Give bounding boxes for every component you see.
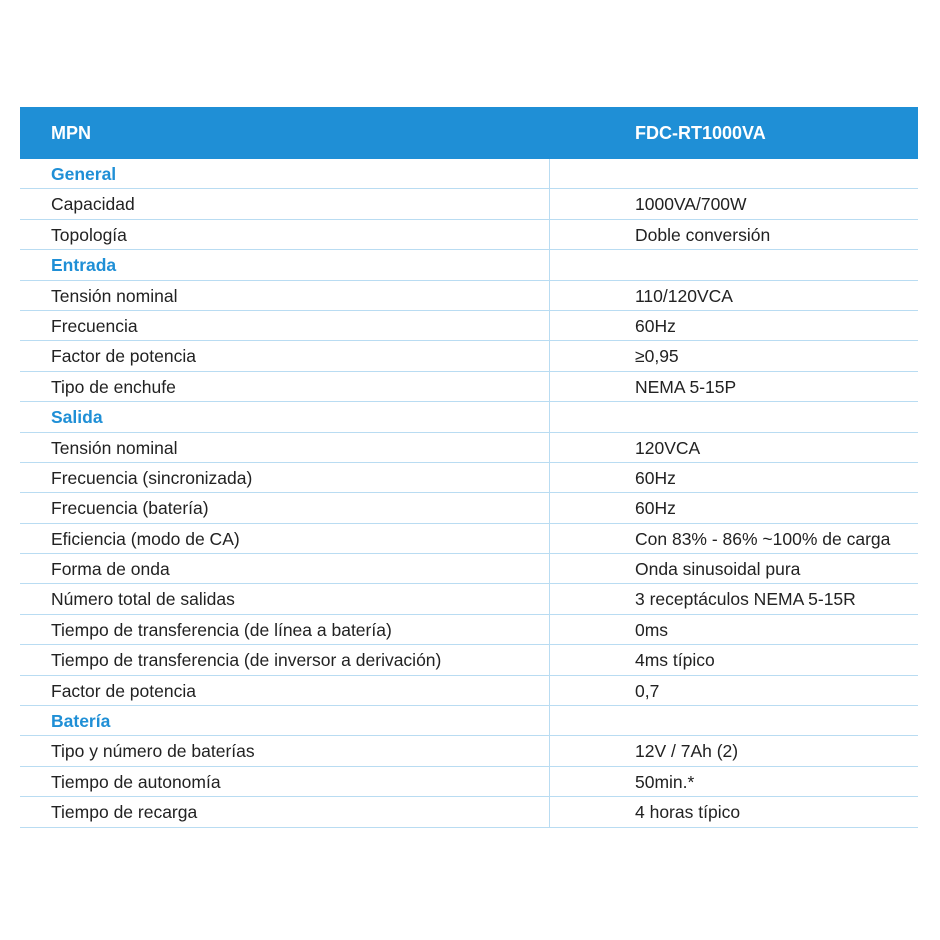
spec-value: 60Hz bbox=[635, 498, 676, 519]
header-model-number: FDC-RT1000VA bbox=[635, 123, 766, 143]
spec-label: Tiempo de transferencia (de línea a batería) bbox=[51, 619, 392, 640]
table-row bbox=[20, 736, 918, 766]
table-row bbox=[20, 524, 918, 554]
spec-label: Frecuencia bbox=[51, 315, 138, 336]
spec-label: Tiempo de recarga bbox=[51, 802, 198, 823]
spec-label: Tipo y número de baterías bbox=[51, 741, 255, 762]
spec-label: Factor de potencia bbox=[51, 346, 196, 367]
spec-value: 0ms bbox=[635, 619, 669, 640]
spec-value: 0,7 bbox=[635, 680, 660, 701]
table-header bbox=[20, 107, 918, 159]
spec-label: Frecuencia (sincronizada) bbox=[51, 467, 253, 488]
header-mpn-label: MPN bbox=[51, 123, 91, 143]
spec-value: 3 receptáculos NEMA 5-15R bbox=[635, 589, 856, 610]
spec-label: Tensión nominal bbox=[51, 285, 178, 306]
spec-value: 60Hz bbox=[635, 467, 676, 488]
section-header-row bbox=[20, 250, 918, 280]
table-row bbox=[20, 220, 918, 250]
table-row bbox=[20, 615, 918, 645]
spec-label: Capacidad bbox=[51, 194, 135, 215]
section-title: Batería bbox=[51, 711, 111, 732]
spec-value: 110/120VCA bbox=[635, 285, 733, 306]
spec-value: 12V / 7Ah (2) bbox=[635, 741, 739, 762]
spec-value: ≥0,95 bbox=[635, 346, 679, 367]
table-row bbox=[20, 584, 918, 614]
table-row bbox=[20, 372, 918, 402]
spec-label: Tensión nominal bbox=[51, 437, 178, 458]
spec-value: 120VCA bbox=[635, 437, 701, 458]
section-title: General bbox=[51, 164, 117, 184]
spec-label: Tipo de enchufe bbox=[51, 376, 176, 397]
table-row bbox=[20, 311, 918, 341]
spec-value: 1000VA/700W bbox=[635, 194, 747, 215]
spec-label: Frecuencia (batería) bbox=[51, 498, 209, 519]
section-title: Entrada bbox=[51, 255, 117, 276]
table-row bbox=[20, 463, 918, 493]
spec-label: Factor de potencia bbox=[51, 680, 196, 701]
spec-label: Número total de salidas bbox=[51, 589, 235, 610]
spec-label: Forma de onda bbox=[51, 559, 170, 580]
section-header-row bbox=[20, 402, 918, 432]
table-body bbox=[20, 159, 918, 828]
table-row bbox=[20, 645, 918, 675]
table-row bbox=[20, 676, 918, 706]
table-row bbox=[20, 281, 918, 311]
spec-label: Eficiencia (modo de CA) bbox=[51, 528, 240, 549]
spec-value: Con 83% - 86% ~100% de carga bbox=[635, 528, 891, 549]
section-header-row bbox=[20, 706, 918, 736]
table-row bbox=[20, 554, 918, 584]
spec-table bbox=[20, 107, 918, 828]
spec-label: Topología bbox=[51, 224, 127, 245]
spec-value: 4 horas típico bbox=[635, 802, 741, 823]
spec-value: NEMA 5-15P bbox=[635, 376, 737, 397]
table-row bbox=[20, 797, 918, 827]
section-header-row bbox=[20, 159, 918, 189]
table-row bbox=[20, 493, 918, 523]
spec-value: 50min.* bbox=[635, 771, 695, 792]
section-title: Salida bbox=[51, 407, 103, 428]
table-row bbox=[20, 341, 918, 371]
spec-value: Onda sinusoidal pura bbox=[635, 559, 801, 580]
table-row bbox=[20, 433, 918, 463]
table-row bbox=[20, 767, 918, 797]
spec-value: 60Hz bbox=[635, 315, 676, 336]
spec-value: 4ms típico bbox=[635, 650, 715, 671]
spec-label: Tiempo de transferencia (de inversor a derivación) bbox=[51, 650, 442, 671]
table-row bbox=[20, 189, 918, 219]
spec-label: Tiempo de autonomía bbox=[51, 771, 221, 792]
spec-value: Doble conversión bbox=[635, 224, 771, 245]
